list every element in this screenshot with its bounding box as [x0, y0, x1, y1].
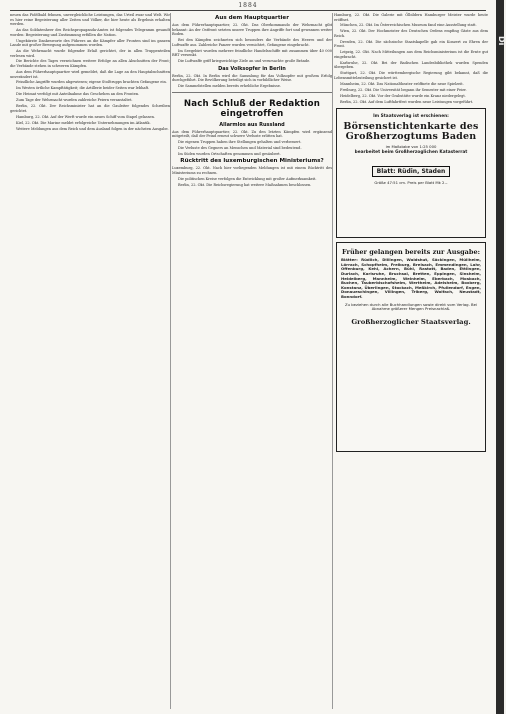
article-paragraph: Die Berichte des Tages verzeichnen weitere Erfolge an allen Abschnitten der Front; die Verbände stehen in schweren Kämpfen. — [10, 59, 170, 69]
section-heading: Das Volksopfer in Berlin — [218, 65, 286, 72]
ad-intro: Im Staatsverlag ist erschienen: — [373, 114, 449, 120]
article-paragraph: Hamburg, 22. Okt. Auf der Werft wurde ein neues Schiff vom Stapel gelassen. — [16, 114, 155, 119]
section-heading: Aus dem Hauptquartier — [215, 15, 289, 21]
article-paragraph: Die eigenen Truppen haben ihre Stellungen gehalten und verbessert. — [178, 140, 302, 145]
article-paragraph: neuen das Fidèlbald fehmen, unvergleichliche Leistungen, das Urteil zwar und Welt. Wir es hier reine Begeisterung aller Zeiten und Völker, die hier heute als Ergebnis erhalten werden. — [10, 13, 170, 27]
advertisement-list — [336, 242, 486, 452]
article-paragraph: Stuttgart, 22. Okt. Die württembergische Regierung gibt bekannt, daß die Lebensmittelzuteilung gesichert ist. — [334, 71, 488, 80]
ad-publisher: bearbeitet beim Großherzoglichen Katasterrat — [354, 150, 468, 156]
ad-list-body: Blätter: Rüdlich, Dillingen, Waldshut, Säckingen, Müllheim, Lörrach, Schopfheim, Freiburg, Breisach, Emmendingen, Lahr, Offenburg, Kehl, Achern, Bühl, Rastatt, Baden, Ettlingen, Durlach, Karlsruhe, Bruchsal, Bretten, Eppingen, Sinsheim, Heidelberg, Mannheim, Weinheim, Eberbach, Mosbach, Buchen, Tauberbischofsheim, Wertheim, Adelsheim, Boxberg, Konstanz, Überlingen, Stockach, Meßkirch, Pfullendorf, Engen, Donaueschingen, Villingen, Triberg, Wolfach, Neustadt, Bonndorf. — [341, 257, 481, 299]
article-paragraph: München, 22. Okt. Im Österreichischen Museum fand eine Ausstellung statt. — [340, 23, 477, 28]
article-paragraph: Luxemburg, 22. Okt. Nach hier vorliegenden Meldungen ist mit einem Rücktritt des Ministeriums zu rechnen. — [172, 166, 332, 176]
article-paragraph: Kiel, 22. Okt. Die Marine meldet erfolgreiche Unternehmungen im Atlantik. — [16, 120, 151, 125]
top-rule — [10, 10, 486, 11]
article-paragraph: Heidelberg, 22. Okt. Vor der Grabstätte wurde ein Kranz niedergelegt. — [340, 93, 466, 98]
article-paragraph: Im Süden wurden Ortschaften genommen und gesäubert. — [178, 151, 281, 156]
article-paragraph: Wien, 22. Okt. Der Hochmeister des Deutschen Ordens empfing Gäste aus dem Reich. — [334, 29, 488, 38]
ad-sheet-label: Blatt: Rüdin, Staden — [372, 166, 451, 177]
article-paragraph: Die politischen Kreise verfolgen die Entwicklung mit großer Aufmerksamkeit. — [178, 176, 317, 181]
late-news-heading: Nach Schluß der Redaktion eingetroffen — [183, 98, 321, 119]
column-left — [10, 13, 170, 711]
column-middle — [172, 13, 332, 711]
page-edge — [496, 0, 504, 714]
section-heading: Rücktritt des luxemburgischen Ministeriums? — [180, 158, 324, 165]
article-paragraph: An das Soldatenheer des Reichspropaganda-Amtes ist folgendes Telegramm gesandt worden: Begeisterung und Zustimmung erfüllen die Nation. — [10, 28, 170, 37]
ad-list-title: Früher gelangen bereits zur Ausgabe: — [342, 248, 480, 257]
article-paragraph: Aus dem Führerhauptquartier wird gemeldet, daß die Lage an den Hauptabschnitten unverändert ist. — [10, 69, 170, 79]
column-divider — [170, 13, 171, 709]
article-paragraph: Dresden, 22. Okt. Die sächsische Staatskapelle gab ein Konzert zu Ehren der Front. — [334, 39, 488, 49]
article-paragraph: Berlin, 22. Okt. Die Reichsregierung hat weitere Maßnahmen beschlossen. — [178, 182, 312, 187]
article-paragraph: Ungekürzte Dankesworte des Führers an die Kämpfer aller Fronten sind im ganzen Lande mit großer Bewegung aufgenommen worden. — [10, 38, 170, 48]
article-paragraph: Leipzig, 22. Okt. Nach Mitteilungen aus dem Reichsministerium ist die Ernte gut eingebracht. — [334, 50, 488, 59]
article-paragraph: Aus dem Führerhauptquartier, 22. Okt. Das Oberkommando der Wehrmacht gibt bekannt: An der Ostfront setzten unsere Truppen ihre Angriffe fort und gewannen weiter Boden. — [172, 23, 332, 37]
ad-title: Börsenstichtenkarte des Großherzogtums Baden — [343, 121, 479, 143]
section-subheading: Allarmlos aus Russland — [219, 121, 285, 128]
article-paragraph: Mannheim, 22. Okt. Das Nationaltheater eröffnete die neue Spielzeit. — [340, 81, 464, 86]
divider — [172, 92, 332, 93]
article-paragraph: Freiburg, 22. Okt. Die Universität begann ihr Semester mit einer Feier. — [340, 87, 467, 92]
article-paragraph: Berlin, 22. Okt. Der Reichsminister hat an die Gauleiter folgendes Schreiben gerichtet. — [10, 104, 170, 113]
article-paragraph: Weitere Meldungen aus dem Reich und dem Ausland folgen in der nächsten Ausgabe. — [16, 126, 169, 131]
ad-scale: im Maßstabe von 1:25 000 — [385, 144, 437, 150]
article-paragraph: Die Heimat verfolgt mit Anteilnahme das Geschehen an den Fronten. — [16, 92, 140, 97]
article-paragraph: Karlsruhe, 22. Okt. Bei der Badischen Landesbibliothek wurden Spenden übergeben. — [334, 60, 488, 70]
advertisement-map — [336, 108, 486, 238]
ad-price: Größe 47:51 cm. Preis per Blatt Mk 2.– — [374, 180, 448, 186]
article-paragraph: Feindliche Angriffe wurden abgewiesen; eigene Stoßtrupps brachten Gefangene ein. — [16, 80, 167, 85]
article-paragraph: Berlin, 22. Okt. In Berlin wird die Sammlung für das Volksopfer mit großem Erfolg durchgeführt. Die Bevölkerung beteiligt sich in vorbildlicher Weise. — [172, 73, 332, 83]
ad-list-note: Zu beziehen durch alle Buchhandlungen sowie direkt vom Verlag. Bei Abnahme größerer Mengen Preisnachlaß. — [344, 301, 477, 312]
article-paragraph: Die Luftwaffe griff kriegswichtige Ziele an und verursachte große Brände. — [178, 59, 311, 63]
article-paragraph: Die Verluste des Gegners an Menschen und Material sind bedeutend. — [178, 146, 302, 150]
column-divider — [332, 13, 333, 709]
edge-mark: Di — [497, 36, 506, 46]
article-paragraph: Im Westen örtliche Kampftätigkeit; die Artillerie beider Seiten war lebhaft. — [16, 86, 150, 91]
article-paragraph: Bei den Kämpfen zeichneten sich besonders die Verbände des Heeres und der Luftwaffe aus. Zahlreiche Panzer wurden vernichtet, Gefangene eingebracht. — [172, 38, 332, 47]
article-paragraph: Im Seegebiet wurden mehrere feindliche Handelsschiffe mit zusammen über 40 000 BRT versenkt. — [172, 48, 332, 58]
article-paragraph: Hamburg, 22. Okt. Die Galerie mit Ölbildern Hamburger Meister wurde heute eröffnet. — [334, 13, 488, 22]
article-paragraph: Aus dem Führerhauptquartier, 22. Okt. Zu den letzten Kämpfen wird ergänzend mitgeteilt, daß der Feind erneut schwere Verluste erlitten hat. — [172, 129, 332, 139]
article-paragraph: Zum Tage der Wehrmacht wurden zahlreiche Feiern veranstaltet. — [16, 98, 133, 103]
column-right — [334, 13, 488, 711]
ad-list-publisher: Großherzoglicher Staatsverlag. — [351, 317, 471, 326]
article-paragraph: An die Wehrmacht wurde folgender Erlaß gerichtet, der in allen Truppenteilen verlesen wird. — [10, 49, 170, 58]
article-paragraph: Die Sammelstellen melden bereits erhebliche Ergebnisse. — [178, 84, 281, 89]
article-paragraph: Berlin, 22. Okt. Auf dem Luftfahrtfest wurden neue Leistungen vorgeführt. — [340, 99, 474, 104]
page-number: 1884 — [238, 2, 258, 9]
